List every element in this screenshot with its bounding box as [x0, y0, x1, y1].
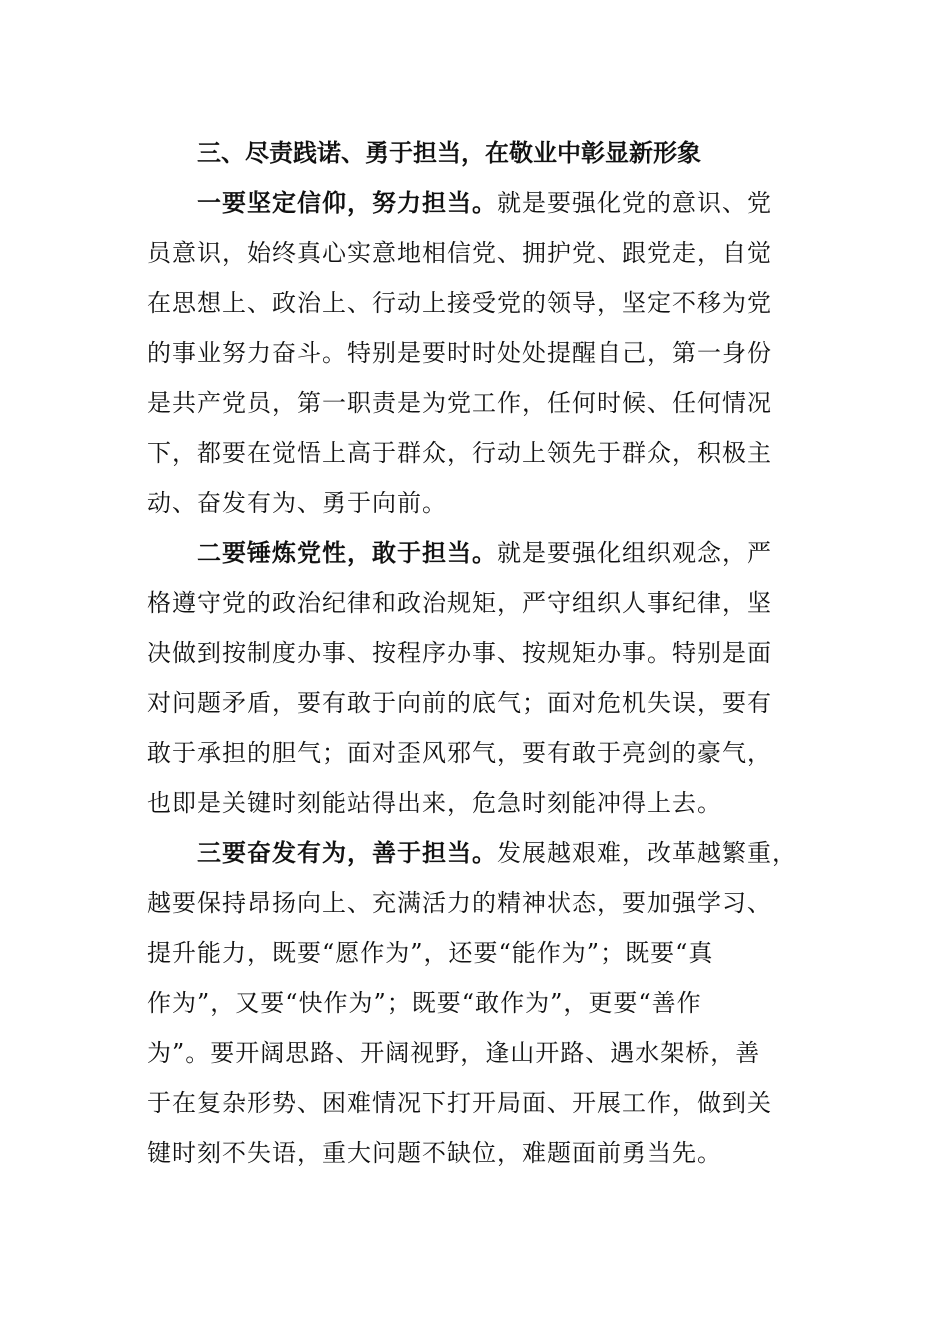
paragraph-line: 作为”，又要“快作为”；既要“敢作为”，更要“善作 — [147, 989, 702, 1017]
paragraph-line: 的事业努力奋斗。特别是要时时处处提醒自己，第一身份 — [147, 339, 772, 367]
paragraph-line: 动、奋发有为、勇于向前。 — [147, 489, 447, 517]
paragraph-1 — [147, 178, 807, 528]
paragraph-line: 也即是关键时刻能站得出来，危急时刻能冲得上去。 — [147, 789, 722, 817]
paragraph-line: 员意识，始终真心实意地相信党、拥护党、跟党走，自觉 — [147, 239, 772, 267]
paragraph-2 — [147, 528, 807, 828]
paragraph-line — [147, 178, 807, 228]
paragraph-line: 格遵守党的政治纪律和政治规矩，严守组织人事纪律，坚 — [147, 589, 772, 617]
paragraph-line: 对问题矛盾，要有敢于向前的底气；面对危机失误，要有 — [147, 689, 772, 717]
paragraph-line — [147, 828, 807, 878]
paragraph-line: 为”。要开阔思路、开阔视野，逢山开路、遇水架桥，善 — [147, 1039, 761, 1067]
paragraph-line: 在思想上、政治上、行动上接受党的领导，坚定不移为党 — [147, 289, 772, 317]
paragraph-line: 敢于承担的胆气；面对歪风邪气，要有敢于亮剑的豪气， — [147, 739, 772, 767]
paragraph-line: 下，都要在觉悟上高于群众，行动上领先于群众，积极主 — [147, 439, 772, 467]
paragraph-line: 于在复杂形势、困难情况下打开局面、开展工作，做到关 — [147, 1089, 772, 1117]
paragraph-line: 提升能力，既要“愿作为”，还要“能作为”；既要“真 — [147, 939, 714, 967]
paragraph-3 — [147, 828, 807, 1178]
section-heading: 三、尽责践诺、勇于担当，在敬业中彰显新形象 — [197, 138, 701, 167]
paragraph-lead: 二要锤炼党性，敢于担当。 — [197, 538, 497, 567]
paragraph-lead: 三要奋发有为，善于担当。 — [197, 838, 497, 867]
paragraph-line: 键时刻不失语，重大问题不缺位，难题面前勇当先。 — [147, 1139, 722, 1167]
paragraph-line — [147, 528, 807, 578]
paragraph-text: 发展越艰难，改革越繁重， — [497, 839, 797, 867]
paragraph-line: 越要保持昂扬向上、充满活力的精神状态，要加强学习、 — [147, 889, 772, 917]
paragraph-lead: 一要坚定信仰，努力担当。 — [197, 188, 497, 217]
paragraph-line: 是共产党员，第一职责是为党工作，任何时候、任何情况 — [147, 389, 772, 417]
paragraph-line: 决做到按制度办事、按程序办事、按规矩办事。特别是面 — [147, 639, 772, 667]
paragraph-text: 就是要强化党的意识、党 — [497, 189, 772, 217]
paragraph-text: 就是要强化组织观念，严 — [497, 539, 772, 567]
